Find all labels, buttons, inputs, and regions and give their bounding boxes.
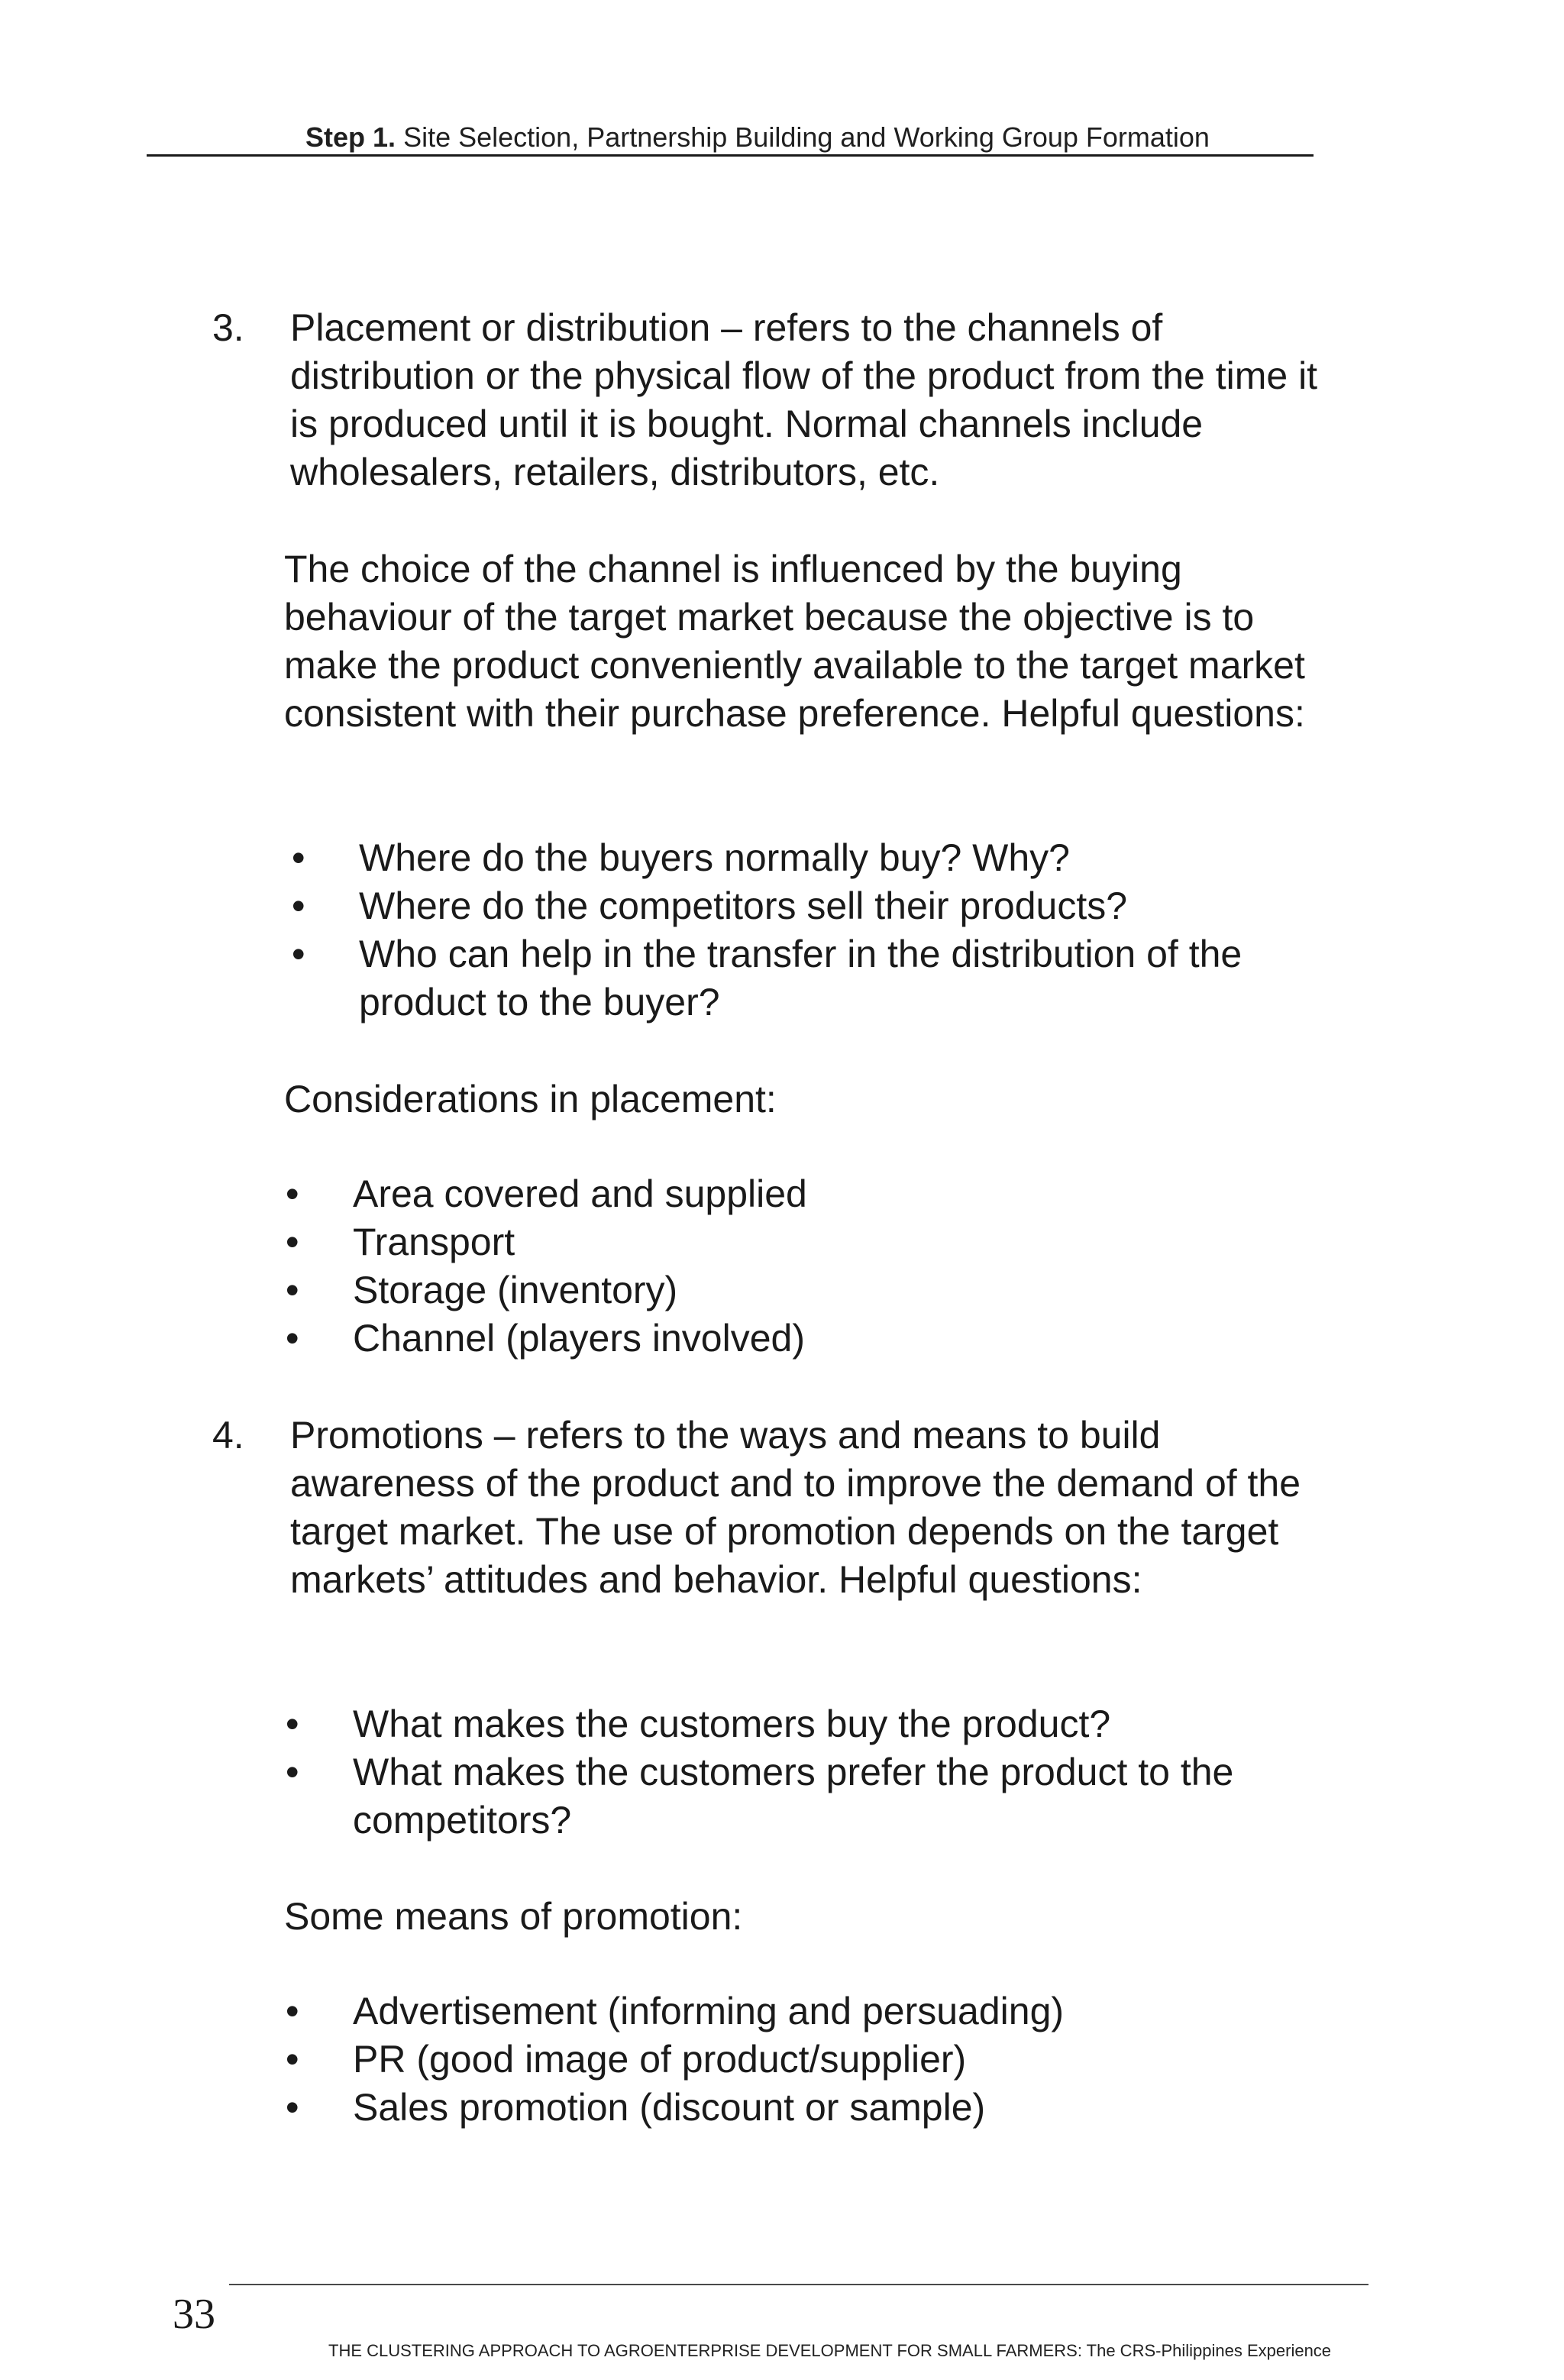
placement-considerations-list	[286, 1170, 1314, 1363]
header-rule	[147, 154, 1314, 157]
bullet-icon: •	[286, 1172, 299, 1215]
bullet-icon: •	[292, 933, 305, 975]
channel-choice-paragraph: The choice of the channel is influenced by the buying behaviour of the target market because the objective is to make the product conveniently available to the target market consistent with their purchase preference. Helpful questions:	[284, 548, 1305, 735]
bullet-icon: •	[286, 1221, 299, 1263]
list-item: • Channel (players involved)	[353, 1314, 1314, 1363]
bullet-icon: •	[292, 836, 305, 879]
considerations-heading: Considerations in placement:	[284, 1078, 777, 1120]
bullet-icon: •	[286, 1269, 299, 1311]
list-item: • What makes the customers buy the product?	[353, 1700, 1314, 1748]
page-number: 33	[173, 2291, 215, 2338]
running-header	[305, 121, 1210, 154]
list-item: • Where do the competitors sell their products?	[359, 882, 1314, 930]
bullet-icon: •	[286, 1990, 299, 2032]
bullet-icon: •	[286, 1751, 299, 1793]
item-4-text: Promotions – refers to the ways and means to build awareness of the product and to improve the demand of the target market. The use of promotion depends on the target markets’ attitudes and behavior. Helpful questions:	[290, 1414, 1301, 1601]
bullet-icon: •	[286, 1703, 299, 1745]
bullet-icon: •	[286, 2086, 299, 2129]
list-item: • Who can help in the transfer in the distribution of the product to the buyer?	[359, 930, 1314, 1027]
list-item: • Sales promotion (discount or sample)	[353, 2084, 1314, 2132]
bullet-icon: •	[286, 1317, 299, 1360]
list-item: • Area covered and supplied	[353, 1170, 1314, 1218]
bullet-icon: •	[286, 2038, 299, 2081]
item-number-3: 3.	[212, 306, 244, 349]
promotion-means-heading: Some means of promotion:	[284, 1895, 743, 1938]
list-item: • What makes the customers prefer the product to the competitors?	[353, 1748, 1314, 1845]
list-item: • Storage (inventory)	[353, 1266, 1314, 1314]
header-step-label: Step 1.	[305, 121, 396, 153]
list-item: • Where do the buyers normally buy? Why?	[359, 834, 1314, 882]
promotion-means-list	[286, 1987, 1314, 2132]
footer-book-title: THE CLUSTERING APPROACH TO AGROENTERPRISE DEVELOPMENT FOR SMALL FARMERS: The CRS-Philippines Experience	[328, 2341, 1332, 2360]
footer-rule	[229, 2284, 1368, 2285]
header-title: Site Selection, Partnership Building and Working Group Formation	[403, 121, 1210, 153]
item-3-text: Placement or distribution – refers to the channels of distribution or the physical flow of the product from the time it is produced until it is bought. Normal channels include wholesalers, retailers, distributors, etc.	[290, 306, 1318, 493]
placement-questions-list	[292, 834, 1314, 1027]
item-number-4: 4.	[212, 1414, 244, 1457]
list-item: • Transport	[353, 1218, 1314, 1266]
list-item: • PR (good image of product/supplier)	[353, 2036, 1314, 2084]
promotion-questions-list	[286, 1700, 1314, 1845]
bullet-icon: •	[292, 884, 305, 927]
list-item: • Advertisement (informing and persuading)	[353, 1987, 1314, 2036]
